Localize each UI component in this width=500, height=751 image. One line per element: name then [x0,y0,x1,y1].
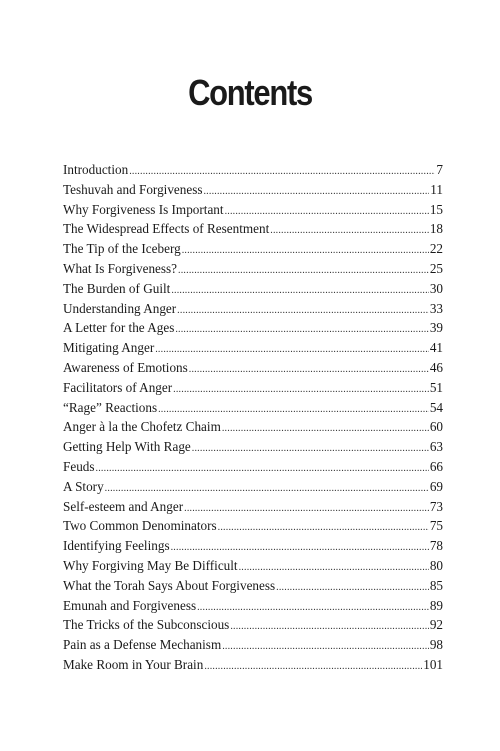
toc-entry-page: 54 [429,399,443,415]
toc-entry-page: 11 [430,181,443,197]
toc-entry-title: Awareness of Emotions [63,359,188,375]
toc-entry [63,635,443,655]
toc-entry-title: What Is Forgiveness? [63,260,178,276]
toc-entry [63,398,443,418]
toc-entry-page: 33 [429,300,443,316]
toc-entry-page: 39 [429,320,443,336]
toc-dot-leader [203,182,429,200]
toc-entry-page: 75 [429,518,443,534]
toc-entry [63,299,443,319]
toc-dot-leader [218,518,429,536]
toc-entry-title: Facilitators of Anger [63,379,173,395]
toc-entry [63,477,443,497]
toc-entry [63,516,443,536]
toc-dot-leader [222,419,429,437]
toc-entry [63,200,443,220]
toc-entry [63,338,443,358]
toc-entry-page: 60 [429,419,443,435]
toc-entry-page: 78 [429,538,443,554]
toc-entry-title: Getting Help With Rage [63,439,191,455]
toc-entry-page: 98 [429,637,443,653]
toc-entry [63,318,443,338]
toc-entry [63,259,443,279]
toc-dot-leader [178,261,429,279]
toc-dot-leader [276,578,429,596]
toc-entry-page: 89 [429,597,443,613]
toc-entry-title: The Tip of the Iceberg [63,241,181,257]
toc-dot-leader [204,657,422,675]
toc-entry [63,180,443,200]
toc-entry-page: 66 [429,458,443,474]
toc-entry-title: Why Forgiveness Is Important [63,201,224,217]
toc-dot-leader [129,162,435,180]
toc-dot-leader [225,202,429,220]
toc-entry-page: 92 [429,617,443,633]
toc-dot-leader [239,558,429,576]
toc-entry [63,536,443,556]
toc-entry-page: 22 [429,241,443,257]
toc-entry-page: 51 [429,379,443,395]
toc-entry-title: The Widespread Effects of Resentment [63,221,270,237]
toc-entry-page: 63 [429,439,443,455]
toc-dot-leader [177,301,429,319]
toc-dot-leader [171,538,429,556]
toc-entry-title: Feuds [63,458,95,474]
toc-dot-leader [173,380,429,398]
toc-entry [63,219,443,239]
toc-entry [63,615,443,635]
toc-entry-title: A Story [63,478,104,494]
toc-entry-title: Self-esteem and Anger [63,498,184,514]
table-of-contents [63,160,443,675]
toc-entry-title: Make Room in Your Brain [63,656,204,672]
toc-entry [63,457,443,477]
toc-entry-page: 101 [423,656,443,672]
toc-dot-leader [105,479,429,497]
toc-entry-title: “Rage” Reactions [63,399,158,415]
toc-entry-title: Two Common Denominators [63,518,217,534]
toc-entry [63,556,443,576]
toc-entry-title: What the Torah Says About Forgiveness [63,577,276,593]
toc-entry-page: 41 [429,340,443,356]
toc-dot-leader [184,499,429,517]
toc-entry-title: The Tricks of the Subconscious [63,617,230,633]
toc-entry-title: Identifying Feelings [63,538,170,554]
toc-entry-title: The Burden of Guilt [63,280,171,296]
toc-dot-leader [155,340,429,358]
toc-entry-page: 18 [429,221,443,237]
toc-entry [63,279,443,299]
toc-entry-title: Pain as a Defense Mechanism [63,637,222,653]
toc-entry [63,239,443,259]
toc-entry [63,378,443,398]
toc-dot-leader [222,637,429,655]
toc-entry-page: 7 [436,162,443,177]
toc-dot-leader [197,598,429,616]
toc-entry-title: Why Forgiving May Be Difficult [63,557,238,573]
toc-entry [63,160,443,180]
toc-dot-leader [270,221,429,239]
toc-entry-title: Understanding Anger [63,300,177,316]
toc-entry [63,655,443,675]
toc-entry [63,497,443,517]
toc-entry-title: Emunah and Forgiveness [63,597,197,613]
toc-dot-leader [230,617,429,635]
toc-entry-page: 15 [429,201,443,217]
toc-entry-page: 73 [429,498,443,514]
toc-entry-page: 30 [429,280,443,296]
toc-entry [63,358,443,378]
toc-entry-title: Introduction [63,162,129,177]
toc-dot-leader [182,241,429,259]
toc-dot-leader [192,439,429,457]
page-title: Contents [188,72,312,113]
toc-dot-leader [96,459,429,477]
toc-entry [63,576,443,596]
toc-entry-title: Mitigating Anger [63,340,155,356]
toc-entry-title: Teshuvah and Forgiveness [63,181,203,197]
toc-entry [63,437,443,457]
toc-entry-page: 46 [429,359,443,375]
toc-entry [63,417,443,437]
toc-entry-title: A Letter for the Ages [63,320,175,336]
toc-dot-leader [189,360,429,378]
toc-entry-page: 85 [429,577,443,593]
toc-entry-page: 25 [429,260,443,276]
toc-entry [63,596,443,616]
toc-entry-title: Anger à la the Chofetz Chaim [63,419,221,435]
toc-entry-page: 80 [429,557,443,573]
toc-dot-leader [175,320,428,338]
toc-dot-leader [158,400,429,418]
toc-entry-page: 69 [429,478,443,494]
toc-dot-leader [171,281,429,299]
